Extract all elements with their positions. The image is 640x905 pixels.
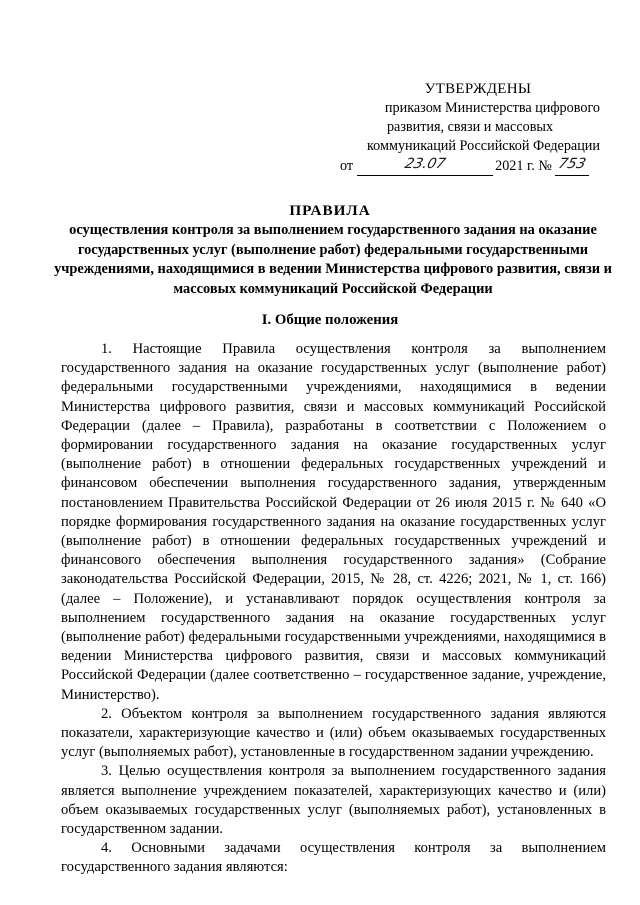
paragraph-3: 3. Целью осуществления контроля за выполнением государственного задания является выполнение учреждением показателей, характеризующих качество и (или) объем оказываемых государственных услуг (выполняемых работ), установленных в государственном задании. <box>61 763 606 838</box>
document-title: ПРАВИЛА <box>289 202 371 219</box>
paragraph-4: 4. Основными задачами осуществления контроля за выполнением государственного задания являются: <box>61 840 606 876</box>
approval-line-1: приказом Министерства цифрового <box>384 100 600 116</box>
section-title: I. Общие положения <box>261 312 399 328</box>
handwritten-number: 753 <box>556 156 588 172</box>
approval-date-line <box>340 157 600 176</box>
handwritten-date: 23.07 <box>403 156 448 172</box>
approval-block <box>340 80 600 176</box>
approval-line-3: коммуникаций Российской Федерации <box>367 138 600 154</box>
paragraph-1: 1. Настоящие Правила осуществления контроля за выполнением государственного задания на оказание государственных услуг (выполнение работ) федеральными государственными учреждениями, находящимися в ведении Министерства цифрового развития, связи и массовых коммуникаций Российской Федерации (далее – Правила), разработаны в соответствии с Положением о формировании государственного задания на оказание государственных услуг (выполнение работ) в отношении федеральных государственных учреждений и финансовом обеспечении выполнения государственного задания, утвержденным постановлением Правительства Российской Федерации от 26 июля 2015 г. № 640 «О порядке формирования государственного задания на оказание государственных услуг (выполнение работ) в отношении федеральных государственных учреждений и финансового обеспечения выполнения государственного задания» (Собрание законодательства Российской Федерации, 2015, № 28, ст. 4226; 2021, № 1, ст. 166) (далее – Положение), и устанавливают порядок осуществления контроля за выполнением государственного задания на оказание государственных услуг (выполнение работ) федеральными государственными учреждениями, находящимися в ведении Министерства цифрового развития, связи и массовых коммуникаций Российской Федерации (далее соответственно – государственное задание, учреждение, Министерство). <box>61 341 606 703</box>
date-field <box>357 158 493 176</box>
approval-line-2: развития, связи и массовых <box>386 119 554 135</box>
year-number-label: 2021 г. № <box>495 158 552 174</box>
paragraph-2: 2. Объектом контроля за выполнением государственного задания являются показатели, характеризующие качество и (или) объем оказываемых государственных услуг (выполняемых работ), установленные в государственном задании учреждению. <box>61 705 606 761</box>
order-number-field <box>555 158 589 176</box>
document-subtitle: осуществления контроля за выполнением государственного задания на оказание государственных услуг (выполнение работ) федеральными государственными учреждениями, находящимися в ведении Министерства цифрового развития, связи и массовых коммуникаций Российской Федерации <box>54 222 612 297</box>
document-body <box>61 340 606 878</box>
date-prefix: от <box>340 158 354 174</box>
approval-title: УТВЕРЖДЕНЫ <box>424 81 532 97</box>
